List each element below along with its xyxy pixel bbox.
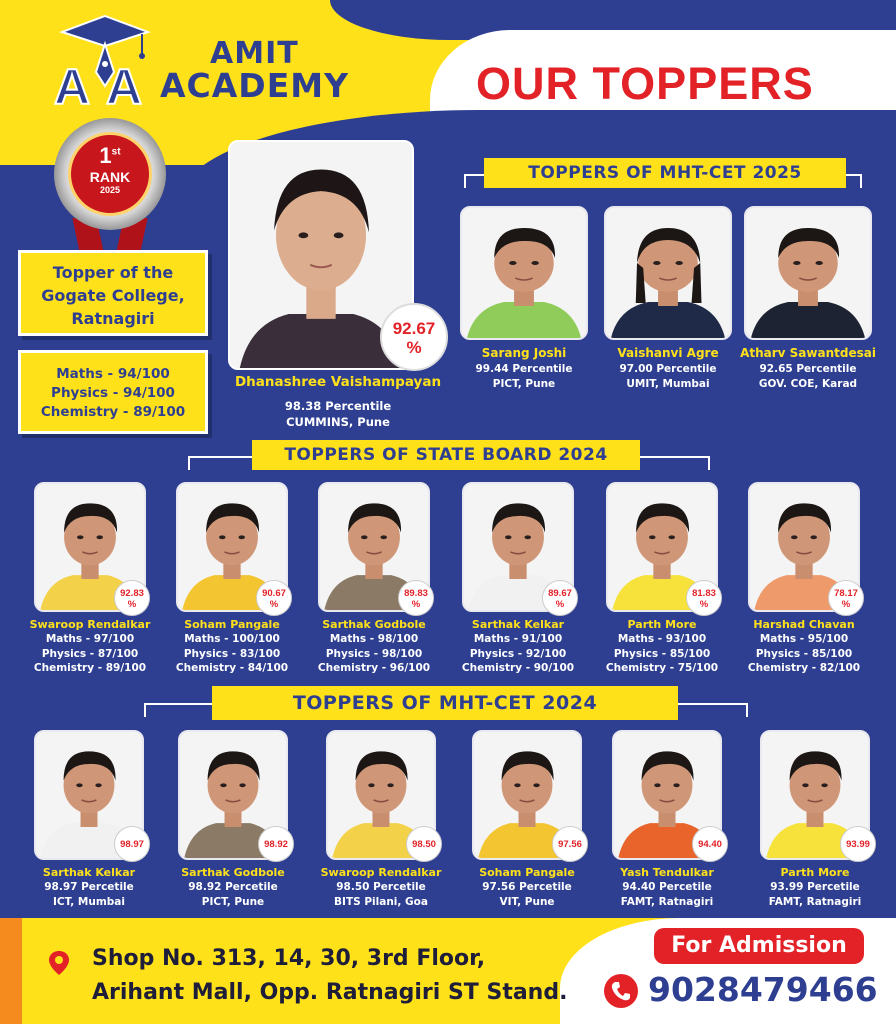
college-card-line: Ratnagiri xyxy=(71,309,155,328)
student-college: ICT, Mumbai xyxy=(53,895,125,908)
percentage-sign: % xyxy=(555,599,565,610)
main-topper-percentile: 98.38 Percentile xyxy=(284,399,392,413)
phone-number[interactable]: 9028479466 xyxy=(648,970,878,1009)
marks-physics: Physics - 87/100 xyxy=(41,647,139,660)
student-college: BITS Pilani, Goa xyxy=(334,895,428,908)
topper-photo xyxy=(604,206,732,340)
marks-chemistry: Chemistry - 89/100 xyxy=(33,662,147,674)
topper-percentile: 92.65 Percentile xyxy=(759,363,857,375)
student-percentile: 98.97 Percetile xyxy=(44,881,134,893)
portrait-icon xyxy=(462,208,586,338)
marks-line: Maths - 94/100 xyxy=(56,366,170,382)
heading-stateboard-2024: TOPPERS OF STATE BOARD 2024 xyxy=(252,440,640,470)
main-topper-college: CUMMINS, Pune xyxy=(286,415,390,429)
rank-badge xyxy=(54,118,166,253)
student-marks xyxy=(592,632,732,676)
topper-name: Vaishanvi Agre xyxy=(617,346,719,360)
brand-name-line2: ACADEMY xyxy=(160,66,349,105)
percentile-badge: 97.56 xyxy=(552,826,588,862)
marks-chemistry: Chemistry - 82/100 xyxy=(747,662,861,674)
student-percentile: 93.99 Percetile xyxy=(770,881,860,893)
marks-physics: Physics - 85/100 xyxy=(755,647,853,660)
main-topper-name: Dhanashree Vaishampayan xyxy=(234,374,442,390)
heading-mhtcet-2024: TOPPERS OF MHT-CET 2024 xyxy=(212,686,678,720)
student-name: Sarthak Kelkar xyxy=(471,618,565,631)
marks-chemistry: Chemistry - 90/100 xyxy=(461,662,575,674)
topper-details xyxy=(728,362,888,391)
marks-line: Chemistry - 89/100 xyxy=(40,404,186,420)
topper-details xyxy=(588,362,748,391)
badge-rank-label: RANK xyxy=(89,169,131,185)
percentage-value: 81.83 xyxy=(692,588,716,599)
student-details xyxy=(310,880,452,909)
percentile-badge: 98.50 xyxy=(406,826,442,862)
student-marks xyxy=(20,632,160,676)
page-title: OUR TOPPERS xyxy=(476,58,814,109)
percentage-value: 78.17 xyxy=(834,588,858,599)
percentage-badge xyxy=(828,580,864,616)
student-marks xyxy=(734,632,874,676)
main-percentage-value: 92.67 xyxy=(392,319,436,338)
topper-percentile: 97.00 Percentile xyxy=(619,363,717,375)
college-card-line: Topper of the xyxy=(52,263,174,282)
marks-maths: Maths - 95/100 xyxy=(759,633,849,645)
phone-icon xyxy=(604,974,638,1008)
main-percentage-sign: % xyxy=(406,338,422,357)
topper-percentile: 99.44 Percentile xyxy=(475,363,573,375)
marks-maths: Maths - 97/100 xyxy=(45,633,135,645)
student-marks xyxy=(448,632,588,676)
student-name: Swaroop Rendalkar xyxy=(320,866,442,879)
heading-mhtcet-2025: TOPPERS OF MHT-CET 2025 xyxy=(484,158,846,188)
student-college: PICT, Pune xyxy=(201,895,265,908)
student-percentile: 98.92 Percetile xyxy=(188,881,278,893)
student-college: FAMT, Ratnagiri xyxy=(620,895,714,908)
portrait-icon xyxy=(606,208,730,338)
marks-physics: Physics - 92/100 xyxy=(469,647,567,660)
student-name: Sarthak Godbole xyxy=(181,866,285,879)
marks-chemistry: Chemistry - 75/100 xyxy=(605,662,719,674)
brand-name-line1: AMIT xyxy=(210,36,299,71)
marks-physics: Physics - 85/100 xyxy=(613,647,711,660)
address-line-1: Shop No. 313, 14, 30, 3rd Floor, xyxy=(92,946,486,971)
percentile-badge: 98.97 xyxy=(114,826,150,862)
marks-chemistry: Chemistry - 84/100 xyxy=(175,662,289,674)
marks-physics: Physics - 83/100 xyxy=(183,647,281,660)
percentage-value: 89.83 xyxy=(404,588,428,599)
topper-name: Atharv Sawantdesai xyxy=(740,346,876,360)
percentage-badge xyxy=(542,580,578,616)
student-details xyxy=(456,880,598,909)
student-details xyxy=(162,880,304,909)
percentage-badge xyxy=(686,580,722,616)
address-line-2: Arihant Mall, Opp. Ratnagiri ST Stand. xyxy=(92,980,568,1005)
academy-logo xyxy=(50,14,160,109)
marks-line: Physics - 94/100 xyxy=(51,385,175,401)
portrait-icon xyxy=(746,208,870,338)
student-name: Sarthak Kelkar xyxy=(42,866,136,879)
location-pin-icon xyxy=(46,950,72,976)
percentage-value: 90.67 xyxy=(262,588,286,599)
svg-text:A: A xyxy=(54,59,91,109)
topper-name: Sarang Joshi xyxy=(481,346,567,360)
student-name: Parth More xyxy=(627,618,697,631)
svg-text:A: A xyxy=(106,59,143,109)
student-details xyxy=(18,880,160,909)
marks-maths: Maths - 100/100 xyxy=(184,633,280,645)
marks-physics: Physics - 98/100 xyxy=(325,647,423,660)
footer-stripe xyxy=(0,918,22,1024)
percentile-badge: 98.92 xyxy=(258,826,294,862)
main-marks-card xyxy=(18,350,208,434)
badge-medal xyxy=(68,132,152,216)
topper-college: PICT, Pune xyxy=(492,377,556,390)
student-name: Swaroop Rendalkar xyxy=(29,618,151,631)
percentage-badge xyxy=(114,580,150,616)
student-name: Harshad Chavan xyxy=(753,618,855,631)
topper-photo xyxy=(744,206,872,340)
percentage-badge xyxy=(256,580,292,616)
student-marks xyxy=(304,632,444,676)
topper-college: GOV. COE, Karad xyxy=(758,377,858,390)
marks-maths: Maths - 93/100 xyxy=(617,633,707,645)
student-name: Yash Tendulkar xyxy=(620,866,714,879)
percentage-value: 92.83 xyxy=(120,588,144,599)
marks-chemistry: Chemistry - 96/100 xyxy=(317,662,431,674)
main-topper-details xyxy=(228,398,448,430)
college-topper-card xyxy=(18,250,208,336)
student-percentile: 97.56 Percetile xyxy=(482,881,572,893)
topper-details xyxy=(444,362,604,391)
percentage-sign: % xyxy=(127,599,137,610)
student-name: Sarthak Godbole xyxy=(322,618,426,631)
student-name: Soham Pangale xyxy=(479,866,575,879)
student-percentile: 98.50 Percetile xyxy=(336,881,426,893)
student-name: Parth More xyxy=(780,866,850,879)
percentage-sign: % xyxy=(699,599,709,610)
percentile-badge: 94.40 xyxy=(692,826,728,862)
student-name: Soham Pangale xyxy=(184,618,280,631)
topper-college: UMIT, Mumbai xyxy=(626,377,710,390)
student-details xyxy=(744,880,886,909)
percentage-value: 89.67 xyxy=(548,588,572,599)
percentage-sign: % xyxy=(411,599,421,610)
percentile-badge: 93.99 xyxy=(840,826,876,862)
student-percentile: 94.40 Percetile xyxy=(622,881,712,893)
main-percentage-badge xyxy=(380,303,448,371)
student-college: FAMT, Ratnagiri xyxy=(768,895,862,908)
badge-year: 2025 xyxy=(99,185,121,195)
badge-rank-number: 1st xyxy=(99,143,121,168)
topper-photo xyxy=(460,206,588,340)
percentage-sign: % xyxy=(841,599,851,610)
student-details xyxy=(596,880,738,909)
percentage-badge xyxy=(398,580,434,616)
admission-label: For Admission xyxy=(654,928,864,964)
student-college: VIT, Pune xyxy=(499,895,555,908)
student-marks xyxy=(162,632,302,676)
college-card-line: Gogate College, xyxy=(41,286,185,305)
percentage-sign: % xyxy=(269,599,279,610)
marks-maths: Maths - 98/100 xyxy=(329,633,419,645)
marks-maths: Maths - 91/100 xyxy=(473,633,563,645)
